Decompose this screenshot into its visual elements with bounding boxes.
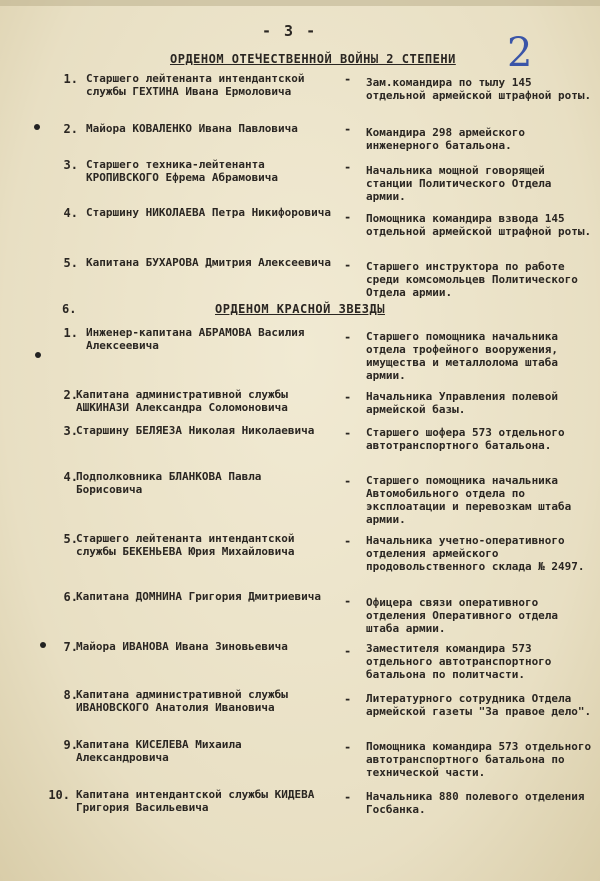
entry-position: Старшего помощника начальника Автомобильного отдела по эксплоатации и перевозкам штаба армии. bbox=[366, 474, 572, 526]
entry-position: Помощника командира 573 отдельного автотранспортного батальона по технической части. bbox=[366, 740, 592, 779]
entry-dash: - bbox=[344, 644, 352, 658]
entry-position: Начальника мощной говорящей станции Политического Отдела армии. bbox=[366, 164, 552, 203]
entry-position: Старшего помощника начальника отдела трофейного вооружения, имущества и металлолома штаба армии. bbox=[366, 330, 559, 382]
entry-name: Майора ИВАНОВА Ивана Зиновьевича bbox=[76, 640, 288, 653]
entry-number: 9. bbox=[63, 738, 78, 752]
entry-number: 2. bbox=[63, 388, 78, 402]
entry-number: 3. bbox=[63, 158, 78, 172]
section-number: 6. bbox=[62, 302, 77, 316]
entry-dash: - bbox=[344, 534, 352, 548]
entry-dash: - bbox=[344, 594, 352, 608]
entry-position: Старшего инструктора по работе среди комсомольцев Политического Отдела армии. bbox=[366, 260, 578, 299]
entry-dash: - bbox=[344, 122, 352, 136]
entry-name: Подполковника БЛАНКОВА Павла Борисовича bbox=[76, 470, 262, 496]
entry-dash: - bbox=[344, 258, 352, 272]
entry-name: Старшего лейтенанта интендантской службы БЕКЕНЬЕВА Юрия Михайловича bbox=[76, 532, 295, 558]
entry-name: Инженер-капитана АБРАМОВА Василия Алексеевича bbox=[86, 326, 305, 352]
entry-number: 4. bbox=[63, 470, 78, 484]
entry-number: 1. bbox=[63, 326, 78, 340]
entry-number: 10. bbox=[48, 788, 70, 802]
entry-name: Капитана интендантской службы КИДЕВА Григория Васильевича bbox=[76, 788, 315, 814]
entry-position: Старшего шофера 573 отдельного автотранспортного батальона. bbox=[366, 426, 565, 452]
entry-dash: - bbox=[344, 330, 352, 344]
entry-number: 1. bbox=[63, 72, 78, 86]
entry-position: Офицера связи оперативного отделения Оперативного отдела штаба армии. bbox=[366, 596, 559, 635]
handwritten-mark: 2 bbox=[507, 30, 533, 76]
entry-name: Старшину БЕЛЯЕЗА Николая Николаевича bbox=[76, 424, 315, 437]
entry-dash: - bbox=[344, 426, 352, 440]
entry-dash: - bbox=[344, 790, 352, 804]
entry-dash: - bbox=[344, 692, 352, 706]
entry-dash: - bbox=[344, 72, 352, 86]
entry-number: 3. bbox=[63, 424, 78, 438]
entry-name: Капитана БУХАРОВА Дмитрия Алексеевича bbox=[86, 256, 332, 269]
entry-name: Старшего техника-лейтенанта КРОПИВСКОГО Ефрема Абрамовича bbox=[86, 158, 279, 184]
entry-position: Помощника командира взвода 145 отдельной армейской штрафной роты. bbox=[366, 212, 592, 238]
entry-number: 5. bbox=[63, 256, 78, 270]
entry-dash: - bbox=[344, 740, 352, 754]
entry-number: 5. bbox=[63, 532, 78, 546]
entry-name: Капитана административной службы ИВАНОВСКОГО Анатолия Ивановича bbox=[76, 688, 288, 714]
entry-dash: - bbox=[344, 390, 352, 404]
entry-dash: - bbox=[344, 160, 352, 174]
section-title: ОРДЕНОМ КРАСНОЙ ЗВЕЗДЫ bbox=[215, 302, 385, 316]
entry-position: Заместителя командира 573 отдельного автотранспортного батальона по политчасти. bbox=[366, 642, 552, 681]
page-number: - 3 - bbox=[262, 22, 318, 40]
entry-number: 4. bbox=[63, 206, 78, 220]
entry-name: Капитана административной службы АШКИНАЗИ Александра Соломоновича bbox=[76, 388, 288, 414]
ink-dot bbox=[40, 642, 46, 648]
entry-number: 2. bbox=[63, 122, 78, 136]
paper-edge bbox=[0, 0, 600, 6]
entry-position: Командира 298 армейского инженерного батальона. bbox=[366, 126, 525, 152]
entry-number: 7. bbox=[63, 640, 78, 654]
entry-name: Капитана КИСЕЛЕВА Михаила Александровича bbox=[76, 738, 242, 764]
entry-name: Старшего лейтенанта интендантской службы ГЕХТИНА Ивана Ермоловича bbox=[86, 72, 305, 98]
entry-position: Начальника Управления полевой армейской базы. bbox=[366, 390, 559, 416]
entry-position: Начальника учетно-оперативного отделения армейского продовольственного склада № 2497. bbox=[366, 534, 585, 573]
entry-name: Капитана ДОМНИНА Григория Дмитриевича bbox=[76, 590, 322, 603]
entry-name: Старшину НИКОЛАЕВА Петра Никифоровича bbox=[86, 206, 332, 219]
entry-number: 8. bbox=[63, 688, 78, 702]
entry-name: Майора КОВАЛЕНКО Ивана Павловича bbox=[86, 122, 298, 135]
ink-dot bbox=[35, 352, 41, 358]
ink-dot bbox=[34, 124, 40, 130]
entry-position: Литературного сотрудника Отдела армейской газеты "За правое дело". bbox=[366, 692, 592, 718]
entry-dash: - bbox=[344, 210, 352, 224]
entry-dash: - bbox=[344, 474, 352, 488]
entry-position: Зам.командира по тылу 145 отдельной армейской штрафной роты. bbox=[366, 76, 592, 102]
entry-position: Начальника 880 полевого отделения Госбанка. bbox=[366, 790, 585, 816]
entry-number: 6. bbox=[63, 590, 78, 604]
section-title: ОРДЕНОМ ОТЕЧЕСТВЕННОЙ ВОЙНЫ 2 СТЕПЕНИ bbox=[170, 52, 456, 66]
